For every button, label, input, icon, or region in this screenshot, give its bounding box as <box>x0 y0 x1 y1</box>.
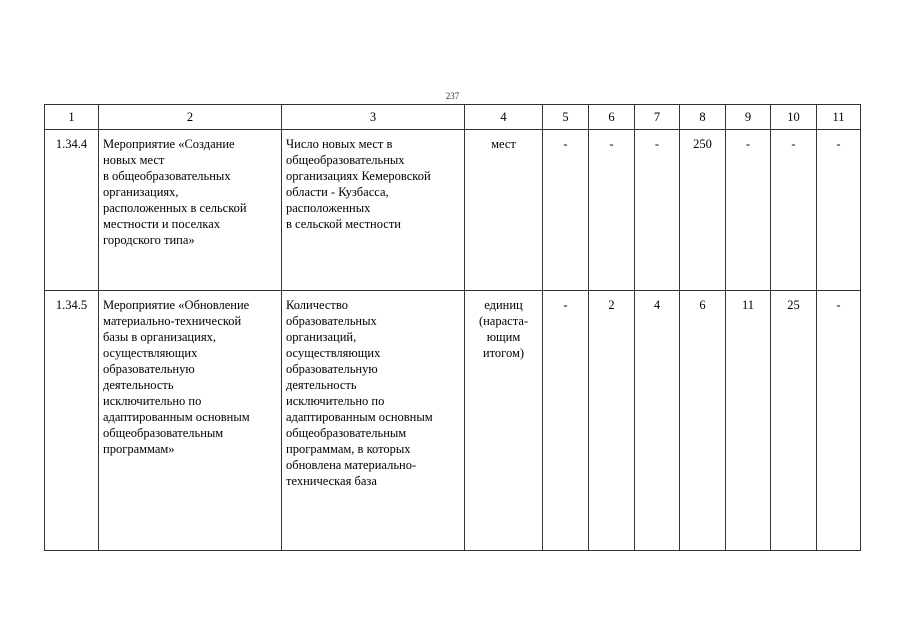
indicator-text-line: Число новых мест в <box>286 137 393 151</box>
indicator-text-line: деятельность <box>286 378 357 392</box>
measure-text-line: местности и поселках <box>103 217 221 231</box>
indicator-text-line: в сельской местности <box>286 217 401 231</box>
value: 11 <box>741 298 755 312</box>
column-number-header: 4 <box>465 105 543 130</box>
indicator-text-line: осуществляющих <box>286 346 381 360</box>
table-row <box>45 291 861 551</box>
value: - <box>563 137 568 151</box>
value-cell <box>817 130 861 291</box>
measure-text-line: программам» <box>103 442 175 456</box>
value-cell <box>680 130 726 291</box>
value: - <box>836 137 841 151</box>
column-number-header: 9 <box>726 105 771 130</box>
indicator-text-line: образовательную <box>286 362 378 376</box>
value: - <box>609 137 614 151</box>
column-number-header: 8 <box>680 105 726 130</box>
unit-cell <box>465 130 543 291</box>
measure-text-line: городского типа» <box>103 233 195 247</box>
value: - <box>563 298 568 312</box>
indicator-cell <box>282 130 465 291</box>
column-number-header: 11 <box>817 105 861 130</box>
measure-text-line: организациях, <box>103 185 179 199</box>
indicator-text-line: общеобразовательных <box>286 153 405 167</box>
value-cell <box>635 130 680 291</box>
value-cell <box>543 130 589 291</box>
value: 25 <box>787 298 800 312</box>
value: 6 <box>699 298 706 312</box>
header-row <box>45 105 861 130</box>
indicator-text-line: общеобразовательным <box>286 426 407 440</box>
row-code-cell <box>45 130 99 291</box>
indicator-text-line: обновлена материально- <box>286 458 417 472</box>
page-number: 237 <box>445 91 460 101</box>
measure-text-line: деятельность <box>103 378 174 392</box>
indicator-text-line: исключительно по <box>286 394 385 408</box>
measure-text-line: в общеобразовательных <box>103 169 231 183</box>
column-number-header: 5 <box>543 105 589 130</box>
measure-text-line: общеобразовательным <box>103 426 224 440</box>
measure-text-line: новых мест <box>103 153 165 167</box>
value-cell <box>680 291 726 551</box>
column-number-header: 7 <box>635 105 680 130</box>
unit-text-line: итогом) <box>482 346 525 360</box>
measure-text-line: образовательную <box>103 362 195 376</box>
value-cell <box>726 291 771 551</box>
value-cell <box>635 291 680 551</box>
value-cell <box>543 291 589 551</box>
value-cell <box>771 130 817 291</box>
unit-text-line: единиц <box>484 298 523 312</box>
value: - <box>791 137 796 151</box>
column-number-header: 1 <box>45 105 99 130</box>
value: 250 <box>693 137 712 151</box>
value-cell <box>726 130 771 291</box>
value: - <box>654 137 660 151</box>
indicator-text-line: организаций, <box>286 330 357 344</box>
column-number-header: 6 <box>589 105 635 130</box>
indicator-text-line: программам, в которых <box>286 442 411 456</box>
value: - <box>745 137 751 151</box>
value: 4 <box>653 298 661 312</box>
indicator-text-line: Количество <box>286 298 348 312</box>
value-cell <box>589 291 635 551</box>
measure-text-line: осуществляющих <box>103 346 198 360</box>
column-number-header: 10 <box>771 105 817 130</box>
table-row <box>45 130 861 291</box>
column-number-header: 3 <box>282 105 465 130</box>
value-cell <box>771 291 817 551</box>
row-code: 1.34.5 <box>55 298 88 312</box>
indicator-text-line: расположенных <box>286 201 371 215</box>
indicator-text-line: адаптированным основным <box>286 410 433 424</box>
measure-text-line: базы в организациях, <box>103 330 216 344</box>
indicators-table <box>44 104 861 551</box>
indicator-text-line: организациях Кемеровской <box>286 169 431 183</box>
measure-text-line: адаптированным основным <box>103 410 250 424</box>
value: 2 <box>608 298 615 312</box>
measure-text-line: исключительно по <box>103 394 202 408</box>
measure-text-line: расположенных в сельской <box>103 201 247 215</box>
value: - <box>836 298 841 312</box>
unit-cell <box>465 291 543 551</box>
indicator-cell <box>282 291 465 551</box>
measure-text-line: Мероприятие «Создание <box>103 137 235 151</box>
measure-text-line: материально-технической <box>103 314 242 328</box>
measure-cell <box>99 291 282 551</box>
row-code: 1.34.4 <box>55 137 88 151</box>
value-cell <box>589 130 635 291</box>
indicator-text-line: области - Кузбасса, <box>286 185 389 199</box>
unit-text-line: (нараста- <box>478 314 529 328</box>
unit-text-line: ющим <box>486 330 521 344</box>
value-cell <box>817 291 861 551</box>
measure-cell <box>99 130 282 291</box>
column-number-header: 2 <box>99 105 282 130</box>
row-code-cell <box>45 291 99 551</box>
indicator-text-line: техническая база <box>286 474 377 488</box>
measure-text-line: Мероприятие «Обновление <box>103 298 250 312</box>
unit-text-line: мест <box>491 137 516 151</box>
indicator-text-line: образовательных <box>286 314 377 328</box>
